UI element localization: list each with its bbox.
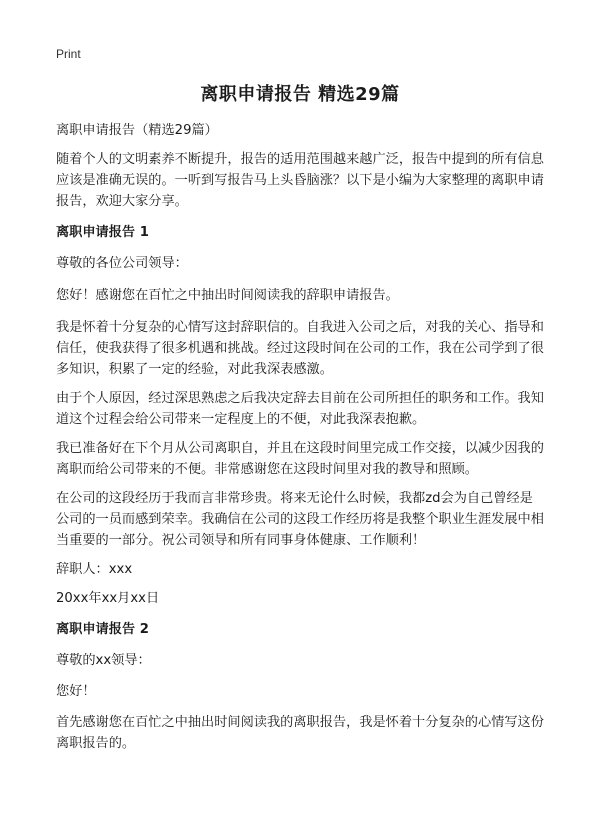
signer-line: 辞职人：xxx (56, 562, 133, 577)
paragraph-1-1: 我是怀着十分复杂的心情写这封辞职信的。自我进入公司之后，对我的关心、指导和信任，使我获得了很多机遇和挑战。经过这段时间在公司的工作，我在公司学到了很多知识，积累了一定的经验，对此我深表感激。 (56, 320, 544, 377)
paragraph-2-1: 首先感谢您在百忙之中抽出时间阅读我的离职报告，我是怀着十分复杂的心情写这份离职报告的。 (56, 715, 544, 751)
section-heading-1: 离职申请报告 1 (56, 225, 149, 240)
print-label: Print (56, 47, 81, 61)
greeting-1: 您好！感谢您在百忙之中抽出时间阅读我的辞职申请报告。 (56, 288, 399, 303)
intro-paragraph: 随着个人的文明素养不断提升，报告的适用范围越来越广泛，报告中提到的所有信息应该是准确无误的。一听到写报告马上头昏脑涨？以下是小编为大家整理的离职申请报告，欢迎大家分享。 (56, 152, 544, 209)
paragraph-1-2: 由于个人原因，经过深思熟虑之后我决定辞去目前在公司所担任的职务和工作。我知道这个过程会给公司带来一定程度上的不便，对此我深表抱歉。 (56, 391, 544, 427)
greeting-2: 您好！ (56, 684, 96, 699)
document-body (56, 120, 546, 754)
paragraph-1-3: 我已准备好在下个月从公司离职自，并且在这段时间里完成工作交接，以减少因我的离职而给公司带来的不便。非常感谢您在这段时间里对我的教导和照顾。 (56, 441, 544, 477)
document-subtitle: 离职申请报告（精选29篇） (56, 123, 218, 138)
paragraph-1-4: 在公司的这段经历于我而言非常珍贵。将来无论什么时候，我都zd会为自己曾经是公司的一员而感到荣幸。我确信在公司的这段工作经历将是我整个职业生涯发展中相当重要的一部分。祝公司领导和所有同事身体健康、工作顺利！ (56, 491, 544, 548)
salutation-2: 尊敬的xx领导： (56, 653, 151, 668)
section-heading-2: 离职申请报告 2 (56, 622, 149, 637)
salutation-1: 尊敬的各位公司领导： (56, 256, 188, 271)
document-title: 离职申请报告 精选29篇 (200, 84, 400, 105)
date-line: 20xx年xx月xx日 (56, 591, 160, 606)
